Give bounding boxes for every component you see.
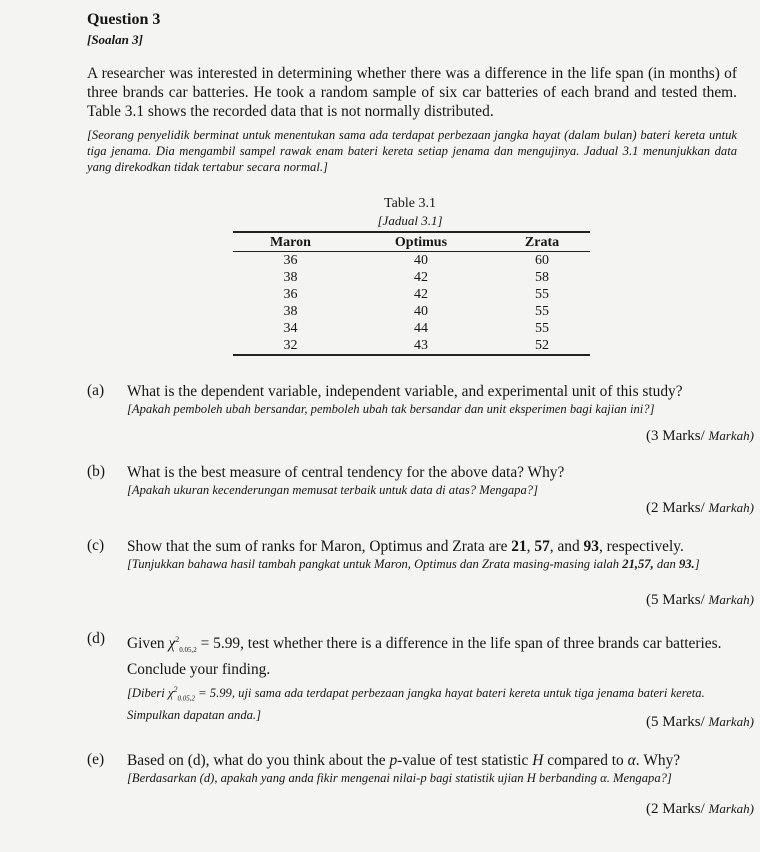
intro-english: A researcher was interested in determining whether there was a difference in the life span (in months) of three brands car batteries. He took a random sample of six car batteries of each brand and tested them. Table 3.1 shows the recorded data that is not normally distributed. bbox=[87, 65, 737, 120]
part-d-question-malay: [Diberi $\chi^2_{0.05,2} = 5.99$, uji sama ada terdapat perbezaan jangka hayat bateri kereta untuk tiga jenama bateri kereta. Simpulkan dapatan anda.] bbox=[127, 685, 705, 722]
data-table bbox=[233, 231, 590, 356]
part-e-question: Based on (d), what do you think about the p-value of test statistic H compared to α. Why? bbox=[127, 752, 681, 769]
part-b-question: What is the best measure of central tendency for the above data? Why? bbox=[127, 464, 565, 481]
rank-sum-optimus: 57 bbox=[534, 538, 550, 555]
table-cell: 40 bbox=[413, 304, 428, 319]
part-a-marks: (3 Marks/ Markah) bbox=[646, 428, 754, 444]
table-cell: 55 bbox=[535, 287, 550, 302]
table-cell: 55 bbox=[535, 321, 550, 336]
part-b bbox=[87, 463, 737, 498]
table-cell: 38 bbox=[283, 304, 298, 319]
table-cell: 55 bbox=[535, 304, 550, 319]
table-row bbox=[233, 337, 590, 355]
part-e-question-malay: [Berdasarkan (d), apakah yang anda fikir mengenai nilai-p bagi statistik ujian H berbanding α. Mengapa?] bbox=[127, 771, 672, 785]
table-cell: 40 bbox=[413, 253, 428, 268]
question-subtitle: [Soalan 3] bbox=[87, 32, 143, 47]
table-cell: 32 bbox=[233, 337, 348, 355]
table-cell: 34 bbox=[283, 321, 298, 336]
table-cell: 38 bbox=[283, 270, 298, 285]
table-caption: Table 3.1 bbox=[384, 196, 436, 211]
table-cell: 36 bbox=[283, 287, 298, 302]
table-row bbox=[233, 303, 590, 320]
table-cell: 60 bbox=[535, 253, 550, 268]
table-row bbox=[233, 269, 590, 286]
part-e bbox=[87, 751, 737, 786]
table-cell: 42 bbox=[413, 287, 428, 302]
chi-square-symbol: χ bbox=[168, 635, 176, 653]
part-d bbox=[87, 630, 737, 723]
header-optimus: Optimus bbox=[348, 232, 494, 252]
part-b-question-malay: [Apakah ukuran kecenderungan memusat terbaik untuk data di atas? Mengapa?] bbox=[127, 483, 538, 497]
part-a-question-malay: [Apakah pemboleh ubah bersandar, pemboleh ubah tak bersandar dan unit eksperimen bagi kajian ini?] bbox=[127, 402, 655, 416]
part-a bbox=[87, 382, 737, 417]
part-b-marks: (2 Marks/ Markah) bbox=[646, 500, 754, 516]
part-c-question: Show that the sum of ranks for Maron, Optimus and Zrata are 21, 57, and 93, respectively. bbox=[127, 538, 684, 555]
header-maron: Maron bbox=[233, 232, 348, 252]
part-e-label: (e) bbox=[87, 751, 105, 768]
table-header-row bbox=[233, 232, 590, 252]
table-cell: 42 bbox=[413, 270, 428, 285]
part-a-label: (a) bbox=[87, 382, 105, 399]
rank-sum-maron: 21 bbox=[511, 538, 527, 555]
part-a-question: What is the dependent variable, independent variable, and experimental unit of this study? bbox=[127, 383, 683, 400]
table-row bbox=[233, 320, 590, 337]
part-c-question-malay: [Tunjukkan bahawa hasil tambah pangkat untuk Maron, Optimus dan Zrata masing-masing ialah 21,57, dan 93.] bbox=[127, 557, 700, 571]
rank-sum-zrata: 93 bbox=[583, 538, 599, 555]
part-c-label: (c) bbox=[87, 537, 105, 554]
part-d-label: (d) bbox=[87, 630, 105, 647]
part-e-marks: (2 Marks/ Markah) bbox=[646, 801, 754, 817]
table-cell: 58 bbox=[535, 270, 550, 285]
table-cell: 36 bbox=[283, 253, 298, 268]
part-b-label: (b) bbox=[87, 463, 105, 480]
table-cell: 44 bbox=[413, 321, 428, 336]
part-c bbox=[87, 537, 737, 572]
question-title: Question 3 bbox=[87, 11, 161, 28]
intro-malay: [Seorang penyelidik berminat untuk menentukan sama ada terdapat perbezaan jangka hayat (dalam bulan) bateri kereta untuk tiga jenama. Dia mengambil sampel rawak enam bateri kereta setiap jenama dan mengujinya. Jadual 3.1 menunjukkan data yang direkodkan tidak tertabur secara normal.] bbox=[87, 128, 737, 174]
table-caption-malay: [Jadual 3.1] bbox=[377, 213, 443, 228]
part-c-marks: (5 Marks/ Markah) bbox=[646, 592, 754, 608]
table-cell: 52 bbox=[494, 337, 590, 355]
part-d-marks: (5 Marks/ Markah) bbox=[646, 714, 754, 730]
table-cell: 43 bbox=[348, 337, 494, 355]
table-row bbox=[233, 252, 590, 270]
table-row bbox=[233, 286, 590, 303]
header-zrata: Zrata bbox=[494, 232, 590, 252]
part-d-question: Given $\chi^2_{0.05,2} = 5.99$, test whether there is a difference in the life span of three brands car batteries. Conclude your finding. bbox=[127, 635, 722, 679]
